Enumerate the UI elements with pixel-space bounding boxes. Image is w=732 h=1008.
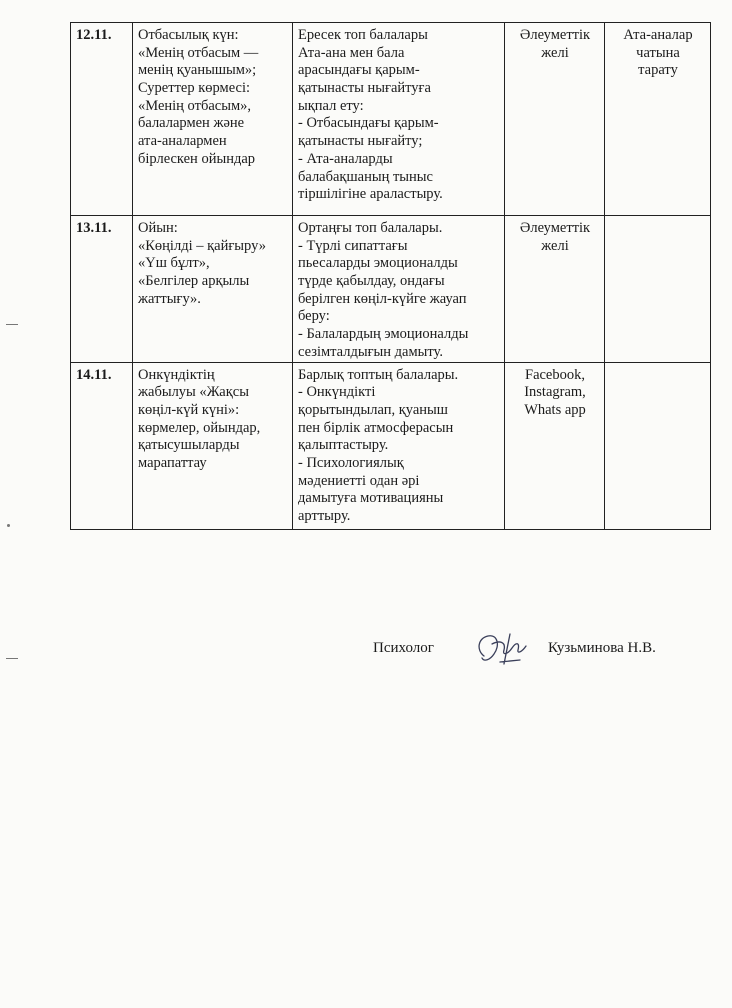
table-row [71,23,711,216]
event-cell: Онкүндіктің жабылуы «Жақсы көңіл-күй күні»: көрмелер, ойындар, қатысушыларды марапаттау [133,362,293,529]
date-cell: 13.11. [71,216,133,363]
date-cell: 12.11. [71,23,133,216]
goal-cell: Ортаңғы топ балалары. - Түрлі сипаттағы пьесаларды эмоционалды түрде қабылдау, ондағы берілген көңіл-күйге жауап беру: - Балалардың эмоционалды сезімталдығын дамыту. [293,216,505,363]
signature-block [0,636,732,676]
scan-mark [6,324,18,325]
goal-cell: Ересек топ балалары Ата-ана мен бала арасындағы қарым- қатынасты нығайтуға ықпал ету: - Отбасындағы қарым- қатынасты нығайту; - Ата-аналарды балабақшаның тыныс тіршілігіне араластыру. [293,23,505,216]
signer-role: Психолог [373,640,434,656]
platform-cell: Әлеуметтік желі [505,23,605,216]
event-plan-table [70,22,711,530]
date-cell: 14.11. [71,362,133,529]
goal-cell: Барлық топтың балалары. - Онкүндікті қорытындылап, қуаныш пен бірлік атмосферасын қалыптастыру. - Психологиялық мәдениетті одан әрі дамытуға мотивацияны арттыру. [293,362,505,529]
scan-mark [6,658,18,659]
note-cell [605,362,711,529]
event-cell: Отбасылық күн: «Менің отбасым — менің қуанышым»; Суреттер көрмесі: «Менің отбасым», балалармен және ата-аналармен бірлескен ойындар [133,23,293,216]
scan-mark [7,524,10,527]
note-cell: Ата-аналар чатына тарату [605,23,711,216]
event-cell: Ойын: «Көңілді – қайғыру» «Үш бұлт», «Белгілер арқылы жаттығу». [133,216,293,363]
note-cell [605,216,711,363]
table-row [71,216,711,363]
platform-cell: Әлеуметтік желі [505,216,605,363]
table-row [71,362,711,529]
platform-cell: Facebook, Instagram, Whats app [505,362,605,529]
signer-name: Кузьминова Н.В. [548,640,656,656]
handwritten-signature [470,626,540,672]
